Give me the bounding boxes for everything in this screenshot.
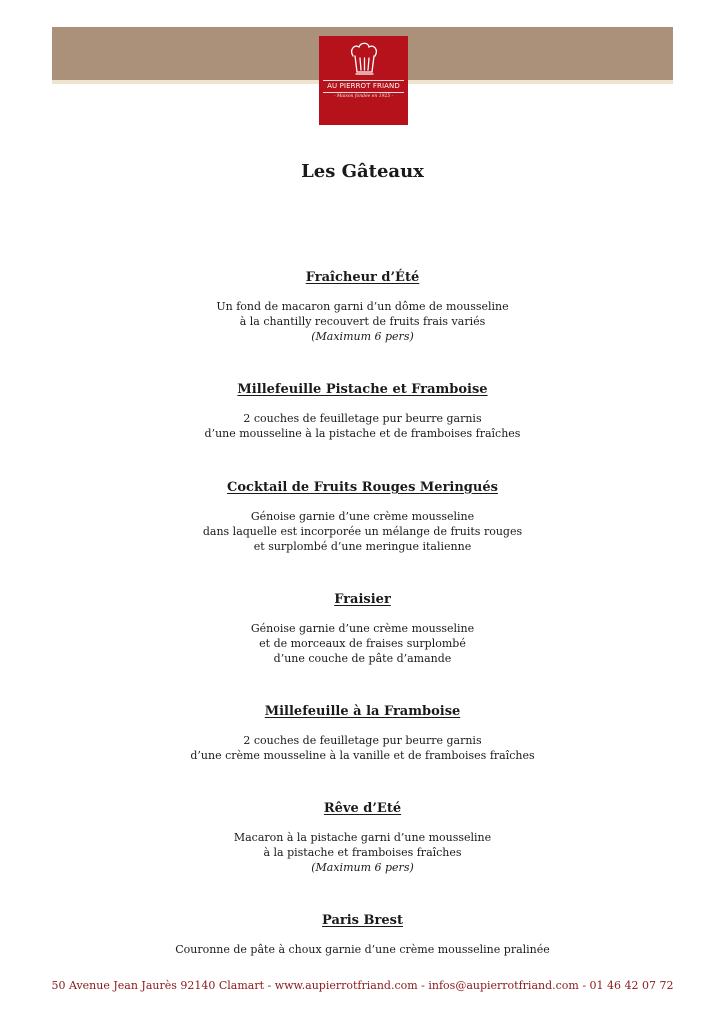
description-line: 2 couches de feuilletage pur beurre garnis xyxy=(243,412,482,425)
description-line: Un fond de macaron garni d’un dôme de mousseline xyxy=(216,300,509,313)
item-description xyxy=(0,411,725,441)
item-note: (Maximum 6 pers) xyxy=(311,861,414,874)
description-line: à la pistache et framboises fraîches xyxy=(263,846,462,859)
description-line: d’une crème mousseline à la vanille et de framboises fraîches xyxy=(190,749,535,762)
menu-item-cocktail-fruits-rouges xyxy=(0,480,725,554)
item-title: Rêve d’Eté xyxy=(323,801,402,816)
menu-item-reve-ete xyxy=(0,801,725,875)
item-description xyxy=(0,621,725,666)
item-description xyxy=(0,733,725,763)
item-title: Millefeuille Pistache et Framboise xyxy=(237,382,488,397)
footer-contact: 50 Avenue Jean Jaurès 92140 Clamart - www.aupierrotfriand.com - infos@aupierrotfriand.com - 01 46 42 07 72 xyxy=(51,979,674,992)
menu-item-paris-brest xyxy=(0,913,725,957)
menu-item-fraisier xyxy=(0,592,725,666)
description-line: à la chantilly recouvert de fruits frais variés xyxy=(239,315,486,328)
item-title: Fraisier xyxy=(334,592,391,607)
item-description xyxy=(0,830,725,875)
description-line: Génoise garnie d’une crème mousseline xyxy=(250,510,475,523)
brand-tagline: - Maison fondée en 1925 - xyxy=(333,94,394,99)
item-description xyxy=(0,509,725,554)
item-description xyxy=(0,299,725,344)
item-note: (Maximum 6 pers) xyxy=(311,330,414,343)
menu-item-millefeuille-pistache xyxy=(0,382,725,441)
description-line: d’une couche de pâte d’amande xyxy=(273,652,452,665)
description-line: dans laquelle est incorporée un mélange de fruits rouges xyxy=(202,525,523,538)
item-title: Cocktail de Fruits Rouges Meringués xyxy=(227,480,498,495)
item-title: Fraîcheur d’Été xyxy=(305,270,420,285)
description-line: et surplombé d’une meringue italienne xyxy=(253,540,472,553)
description-line: Génoise garnie d’une crème mousseline xyxy=(250,622,475,635)
item-title: Paris Brest xyxy=(322,913,403,928)
brand-logo xyxy=(319,36,408,125)
description-line: d’une mousseline à la pistache et de framboises fraîches xyxy=(204,427,521,440)
description-line: Macaron à la pistache garni d’une mousseline xyxy=(233,831,492,844)
page-title: Les Gâteaux xyxy=(301,161,424,182)
description-line: et de morceaux de fraises surplombé xyxy=(259,637,466,650)
description-line: Couronne de pâte à choux garnie d’une crème mousseline pralinée xyxy=(175,943,550,956)
item-title: Millefeuille à la Framboise xyxy=(264,704,461,719)
menu-item-fraicheur-ete xyxy=(0,270,725,344)
menu-item-millefeuille-framboise xyxy=(0,704,725,763)
brand-name: AU PIERROT FRIAND xyxy=(323,80,404,93)
item-description xyxy=(0,942,725,957)
description-line: 2 couches de feuilletage pur beurre garnis xyxy=(243,734,482,747)
